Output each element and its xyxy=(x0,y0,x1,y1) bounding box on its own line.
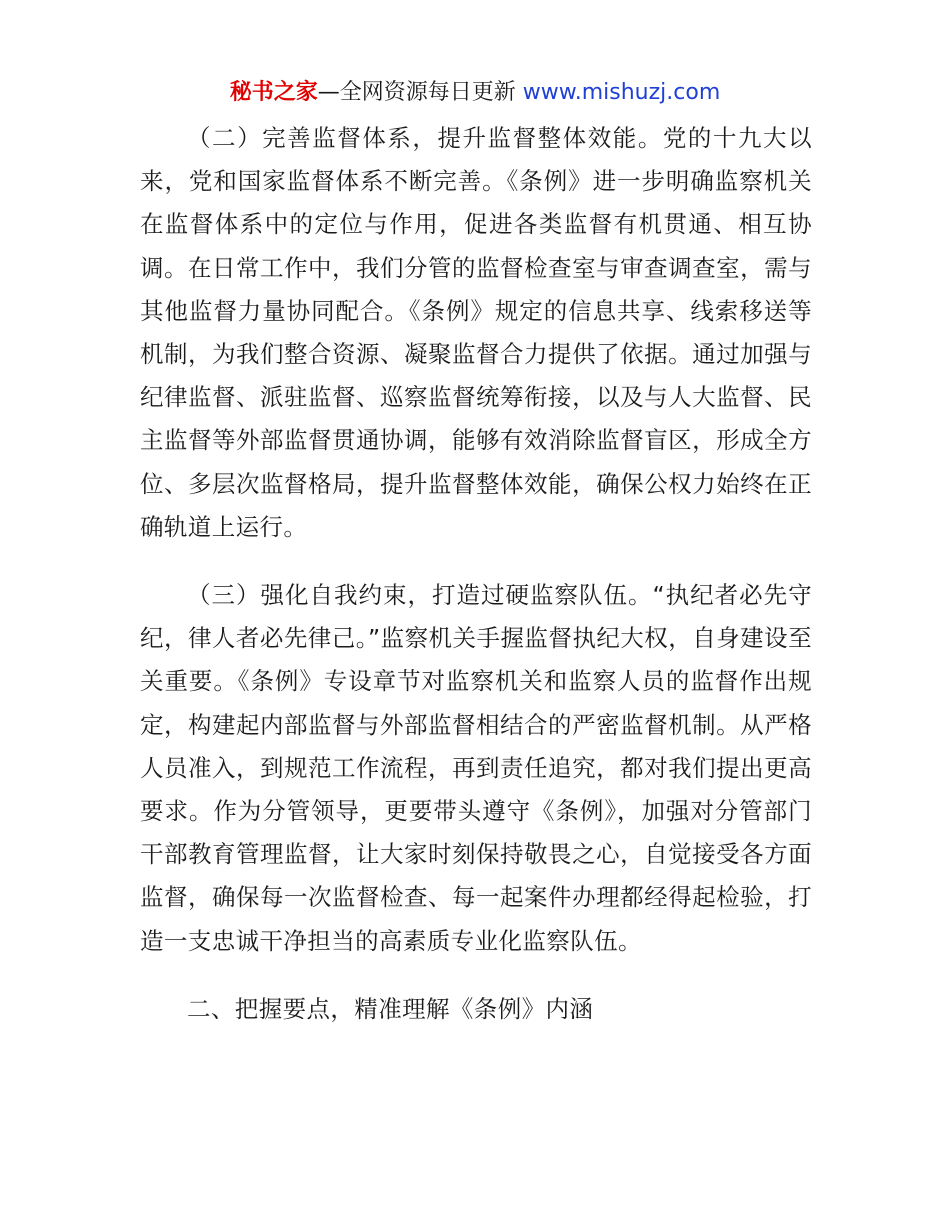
site-tagline: —全网资源每日更新 xyxy=(317,80,516,105)
paragraph-self-discipline: （三）强化自我约束，打造过硬监察队伍。“执纪者必先守纪，律人者必先律己。”监察机关手握监督执纪大权，自身建设至关重要。《条例》专设章节对监察机关和监察人员的监督作出规定，构建起内部监督与外部监督相结合的严密监督机制。从严格人员准入，到规范工作流程，再到责任追究，都对我们提出更高要求。作为分管领导，更要带头遵守《条例》，加强对分管部门干部教育管理监督，让大家时刻保持敬畏之心，自觉接受各方面监督，确保每一次监督检查、每一起案件办理都经得起检验，打造一支忠诚干净担当的高素质专业化监察队伍。 xyxy=(140,581,812,955)
site-brand: 秘书之家 xyxy=(229,80,318,105)
paragraph-supervision-system: （二）完善监督体系，提升监督整体效能。党的十九大以来，党和国家监督体系不断完善。《条例》进一步明确监察机关在监督体系中的定位与作用，促进各类监督有机贯通、相互协调。在日常工作中，我们分管的监督检查室与审查调查室，需与其他监督力量协同配合。《条例》规定的信息共享、线索移送等机制，为我们整合资源、凝聚监督合力提供了依据。通过加强与纪律监督、派驻监督、巡察监督统筹衔接，以及与人大监督、民主监督等外部监督贯通协调，能够有效消除监督盲区，形成全方位、多层次监督格局，提升监督整体效能，确保公权力始终在正确轨道上运行。 xyxy=(140,124,812,541)
site-url-link[interactable]: www.mishuzj.com xyxy=(522,80,721,105)
document-body xyxy=(140,117,812,1031)
site-header xyxy=(0,78,950,108)
section-heading: 二、把握要点，精准理解《条例》内涵 xyxy=(187,994,594,1023)
